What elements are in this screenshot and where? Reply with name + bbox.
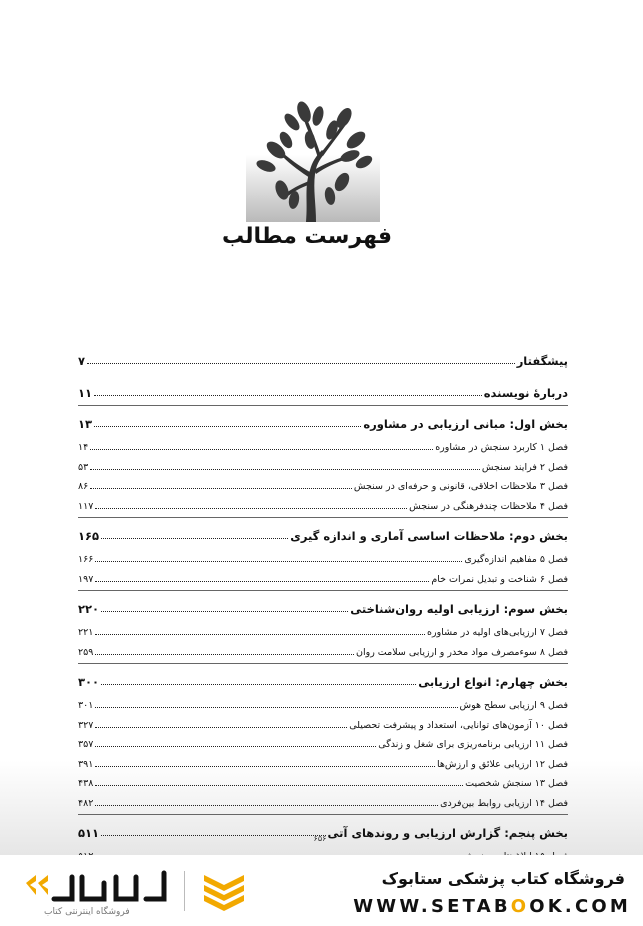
toc-entry-label: فصل ۳ ملاحظات اخلاقی، قانونی و حرفه‌ای در سنجش [353,481,568,492]
toc-part-entry[interactable] [78,671,568,689]
toc-entry-page: ۴۳۸ [78,778,94,789]
toc-chapter-entry[interactable] [78,752,568,770]
toc-entry-page: ۲۲۱ [78,627,94,638]
toc-part-entry[interactable] [78,413,568,431]
toc-entry-label: فصل ۱۴ ارزیابی روابط بین‌فردی [440,797,568,809]
dot-leader [101,538,288,539]
toc-entry-label: بخش سوم: ارزیابی اولیه روان‌شناختی [350,602,568,616]
toc-entry-page: ۲۲۰ [78,602,100,616]
toc-chapter-entry[interactable] [78,791,568,809]
toc-chapter-entry[interactable] [78,567,568,585]
toc-entry-page: ۱۶۶ [78,554,94,565]
dot-leader [90,449,433,450]
toc-chapter-entry[interactable] [78,640,568,658]
book-stack-icon [202,867,246,911]
toc-entry-page: ۱۱ [78,385,93,400]
toc-chapter-entry[interactable] [78,435,568,453]
section-divider [78,663,568,664]
toc-entry-page: ۲۵۹ [78,646,94,658]
toc-entry-label: فصل ۶ شناخت و تبدیل نمرات خام [431,573,568,585]
logo-tagline: فروشگاه اینترنتی کتاب [44,907,130,917]
toc-chapter-entry[interactable] [78,693,568,711]
toc-entry-label: فصل ۲ فرایند سنجش [481,461,568,473]
dot-leader [95,561,462,562]
dot-leader [101,611,348,612]
dot-leader [95,581,429,582]
toc-entry-page: ۳۰۱ [78,700,94,711]
section-divider [78,814,568,815]
toc-part-entry[interactable] [78,598,568,616]
toc-entry-label: فصل ۸ سوءمصرف مواد مخدر و ارزیابی سلامت روان [355,646,568,658]
toc-entry-page: ۳۹۱ [78,758,94,770]
toc-chapter-entry[interactable] [78,455,568,473]
section-divider [78,590,568,591]
setabook-logo-icon [24,863,174,907]
toc-entry-page: ۵۱۱ [78,826,100,840]
toc-entry-label: پیشگفتار [516,354,568,368]
toc-chapter-entry[interactable] [78,620,568,638]
toc-entry-label: فصل ۱۱ ارزیابی برنامه‌ریزی برای شغل و زندگی [378,739,568,750]
toc-part-entry[interactable] [78,350,568,368]
dot-leader [87,363,515,364]
toc-entry-page: ۳۰۰ [78,675,100,689]
section-divider [78,517,568,518]
dot-leader [94,426,361,427]
toc-entry-label: بخش دوم: ملاحظات اساسی آماری و اندازه گیری [290,529,568,543]
toc-entry-page: ۱۹۷ [78,573,94,585]
toc-entry-page: ۱۶۵ [78,529,100,543]
toc-chapter-entry[interactable] [78,771,568,789]
toc-entry-page: ۵۳ [78,461,89,473]
toc-chapter-entry[interactable] [78,494,568,512]
toc-entry-label: فصل ۴ ملاحظات چندفرهنگی در سنجش [409,500,568,512]
toc-part-entry[interactable] [78,382,568,400]
toc-entry-label: فصل ۱ کاربرد سنجش در مشاوره [435,442,568,453]
page-number: ۶۵۶ [313,834,327,843]
toc-entry-label: بخش اول: مبانی ارزیابی در مشاوره [363,417,568,431]
toc-entry-page: ۷ [78,354,86,368]
toc-entry-label: فصل ۷ ارزیابی‌های اولیه در مشاوره [427,627,568,638]
tree-illustration [246,100,380,222]
dot-leader [94,395,482,396]
toc-entry-page: ۴۸۲ [78,797,94,809]
toc-entry-page: ۳۵۷ [78,739,94,750]
toc-entry-page: ۳۲۷ [78,719,94,731]
logo-divider [184,871,185,911]
dot-leader [95,634,425,635]
dot-leader [101,684,416,685]
tree-icon [246,100,380,222]
dot-leader [95,508,407,509]
store-banner [0,855,643,926]
dot-leader [95,785,463,786]
dot-leader [95,654,354,655]
toc-entry-label: فصل ۵ مفاهیم اندازه‌گیری [464,554,568,565]
store-url[interactable]: WWW.SETABOOK.COM [353,896,631,917]
toc-entry-page: ۱۱۷ [78,500,94,512]
dot-leader [95,805,438,806]
page-title: فهرست مطالب [221,224,393,249]
toc-chapter-entry[interactable] [78,547,568,565]
toc-entry-label: بخش چهارم: انواع ارزیابی [418,675,568,689]
dot-leader [90,469,480,470]
toc-entry-label: فصل ۱۳ سنجش شخصیت [465,778,568,789]
toc-entry-label: فصل ۹ ارزیابی سطح هوش [459,700,568,711]
toc-chapter-entry[interactable] [78,474,568,492]
toc-entry-page: ۱۴ [78,442,89,453]
section-divider [78,405,568,406]
toc-entry-label: بخش پنجم: گزارش ارزیابی و روندهای آتی [327,826,568,840]
dot-leader [95,727,347,728]
toc-part-entry[interactable] [78,525,568,543]
store-name: فروشگاه کتاب پزشکی ستابوک [381,869,625,888]
toc-entry-page: ۸۶ [78,481,89,492]
toc-entry-label: دربارهٔ نویسنده [483,385,568,400]
toc-entry-label: فصل ۱۰ آزمون‌های توانایی، استعداد و پیشرفت تحصیلی [349,719,568,731]
toc-chapter-entry[interactable] [78,713,568,731]
dot-leader [90,488,352,489]
toc-entry-label: فصل ۱۲ ارزیابی علائق و ارزش‌ها [436,758,568,770]
dot-leader [95,707,457,708]
dot-leader [95,746,376,747]
toc-chapter-entry[interactable] [78,732,568,750]
toc-entry-page: ۱۳ [78,417,93,431]
dot-leader [95,766,435,767]
